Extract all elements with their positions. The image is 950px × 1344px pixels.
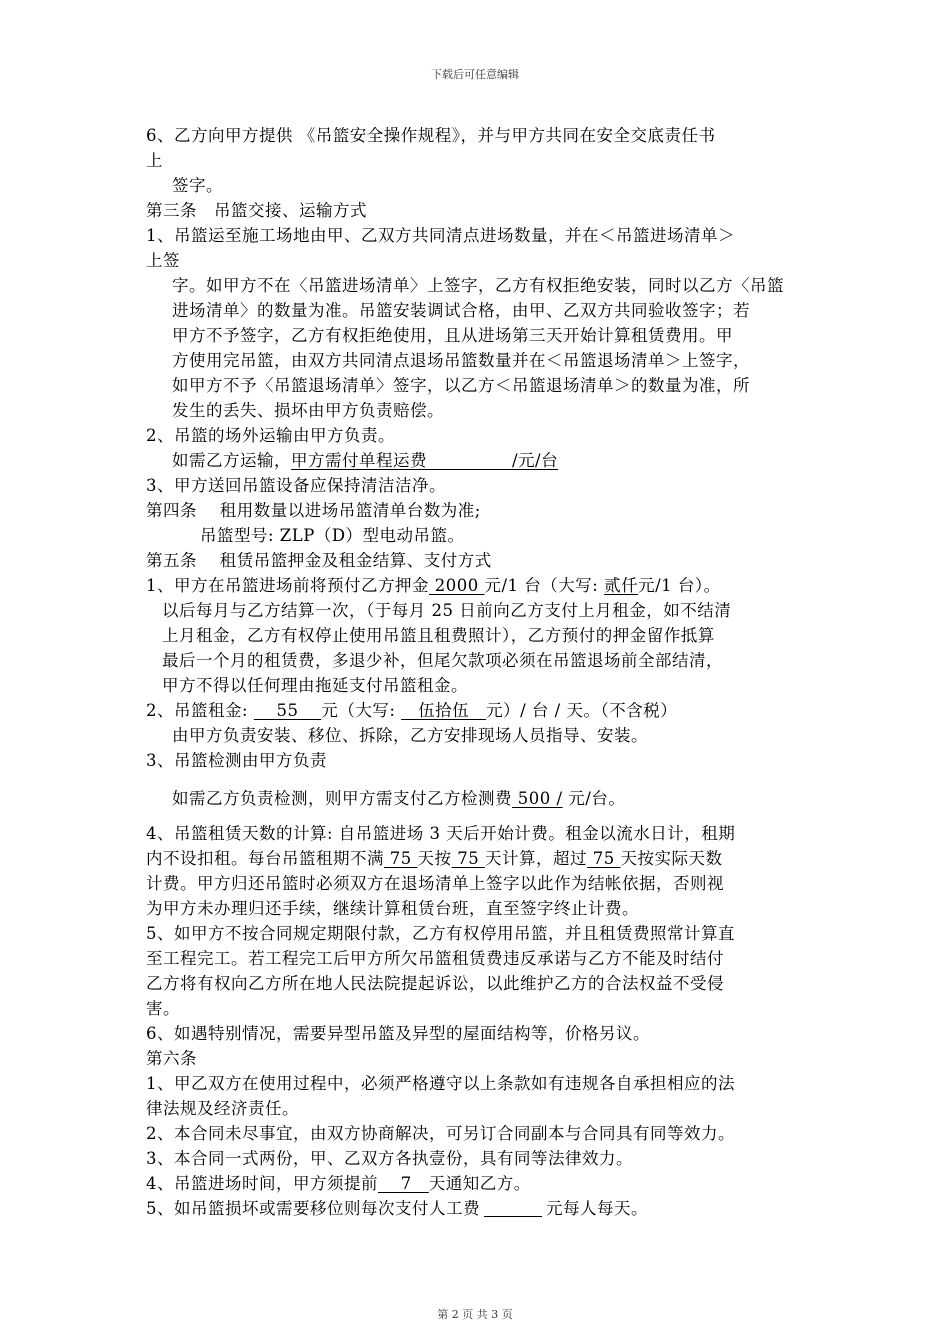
labor-fee-blank xyxy=(484,1200,542,1217)
clause-line: 至工程完工。若工程完工后甲方所欠吊篮租赁费违反承诺与乙方不能及时结付 xyxy=(146,949,724,968)
clause-line: 3、吊篮检测由甲方负责 xyxy=(146,751,327,770)
rent-period-days: 75 xyxy=(384,849,418,868)
clause-line: 6、如遇特别情况，需要异型吊篮及异型的屋面结构等，价格另议。 xyxy=(146,1024,650,1043)
rent-amount: 55 xyxy=(253,701,322,720)
clause-line: 4、吊篮进场时间，甲方须提前 7 天通知乙方。 xyxy=(146,1174,531,1193)
clause-line: 由甲方负责安装、移位、拆除，乙方安排现场人员指导、安装。 xyxy=(172,726,648,745)
section-heading: 第五条 租赁吊篮押金及租金结算、支付方式 xyxy=(146,551,492,570)
clause-line: 以后每月与乙方结算一次，（于每月 25 日前向乙方支付上月租金，如不结清 xyxy=(162,601,732,620)
clause-line: 2、吊篮租金: 55 元（大写: 伍拾伍 元）/ 台 / 天。（不含税） xyxy=(146,701,678,720)
freight-fee-field: 甲方需付单程运费 /元/台 xyxy=(291,451,559,470)
section-heading: 第三条 吊篮交接、运输方式 xyxy=(146,201,367,220)
deposit-amount: 2000 xyxy=(429,576,485,595)
clause-line: 发生的丢失、损坏由甲方负责赔偿。 xyxy=(172,401,444,420)
page-footer: 第 2 页 共 3 页 xyxy=(437,1308,513,1321)
clause-line: 甲方不得以任何理由拖延支付吊篮租金。 xyxy=(162,676,468,695)
clause-line: 2、吊篮的场外运输由甲方负责。 xyxy=(146,426,395,445)
clause-line: 上 xyxy=(146,151,163,170)
rent-amount-words: 伍拾伍 xyxy=(401,701,487,720)
clause-line: 计费。甲方归还吊篮时必须双方在退场清单上签字以此作为结帐依据，否则视 xyxy=(146,874,724,893)
section-heading: 第六条 xyxy=(146,1049,197,1068)
clause-line: 4、吊篮租赁天数的计算: 自吊篮进场 3 天后开始计费。租金以流水日计，租期 xyxy=(146,824,736,843)
clause-line: 5、如吊篮损坏或需要移位则每次支付人工费 元每人每天。 xyxy=(146,1199,648,1218)
clause-line: 内不设扣租。每台吊篮租期不满 75 天按 75 天计算，超过 75 天按实际天数 xyxy=(146,849,723,868)
clause-line: 进场清单〉的数量为准。吊篮安装调试合格，由甲、乙双方共同验收签字；若 xyxy=(172,301,750,320)
clause-line: 1、甲方在吊篮进场前将预付乙方押金 2000 元/1 台（大写: 贰仟元/1 台）。 xyxy=(146,576,721,595)
clause-line: 上月租金，乙方有权停止使用吊篮且租费照计），乙方预付的押金留作抵算 xyxy=(162,626,715,645)
clause-line: 害。 xyxy=(146,999,180,1018)
clause-line: 律法规及经济责任。 xyxy=(146,1099,299,1118)
clause-line: 甲方不予签字，乙方有权拒绝使用，且从进场第三天开始计算租赁费用。甲 xyxy=(172,326,733,345)
clause-line: 字。如甲方不在〈吊篮进场清单〉上签字，乙方有权拒绝安装，同时以乙方〈吊篮 xyxy=(172,276,784,295)
clause-line: 3、本合同一式两份，甲、乙双方各执壹份，具有同等法律效力。 xyxy=(146,1149,633,1168)
clause-line: 3、甲方送回吊篮设备应保持清洁洁净。 xyxy=(146,476,446,495)
clause-line: 吊篮型号: ZLP（D）型电动吊篮。 xyxy=(200,526,465,545)
clause-line: 6、乙方向甲方提供 《吊篮安全操作规程》，并与甲方共同在安全交底责任书 xyxy=(146,126,716,145)
clause-line: 为甲方未办理归还手续，继续计算租赁台班，直至签字终止计费。 xyxy=(146,899,639,918)
rent-period-days: 75 xyxy=(451,849,485,868)
rent-period-days: 75 xyxy=(587,849,621,868)
clause-line: 方使用完吊篮，由双方共同清点退场吊篮数量并在＜吊篮退场清单＞上签字， xyxy=(172,351,750,370)
inspection-fee: 500 / xyxy=(512,789,563,808)
clause-line: 如甲方不予〈吊篮退场清单〉签字，以乙方＜吊篮退场清单＞的数量为准，所 xyxy=(172,376,750,395)
clause-line: 签字。 xyxy=(172,176,223,195)
notice-days: 7 xyxy=(378,1174,429,1193)
clause-line: 乙方将有权向乙方所在地人民法院提起诉讼，以此维护乙方的合法权益不受侵 xyxy=(146,974,724,993)
clause-line: 如需乙方负责检测，则甲方需支付乙方检测费 500 / 元/台。 xyxy=(172,789,626,808)
clause-line: 如需乙方运输，甲方需付单程运费 /元/台 xyxy=(172,451,559,470)
clause-line: 2、本合同未尽事宜，由双方协商解决，可另订合同副本与合同具有同等效力。 xyxy=(146,1124,735,1143)
clause-line: 最后一个月的租赁费，多退少补，但尾欠款项必须在吊篮退场前全部结清， xyxy=(162,651,723,670)
page-header: 下载后可任意编辑 xyxy=(431,68,519,81)
clause-line: 1、吊篮运至施工场地由甲、乙双方共同清点进场数量，并在＜吊篮进场清单＞ xyxy=(146,226,735,245)
clause-line: 1、甲乙双方在使用过程中，必须严格遵守以上条款如有违规各自承担相应的法 xyxy=(146,1074,735,1093)
section-heading: 第四条 租用数量以进场吊篮清单台数为准; xyxy=(146,501,481,520)
clause-line: 5、如甲方不按合同规定期限付款，乙方有权停用吊篮，并且租赁费照常计算直 xyxy=(146,924,735,943)
deposit-amount-words: 贰仟 xyxy=(604,576,639,595)
clause-line: 上签 xyxy=(146,251,180,270)
